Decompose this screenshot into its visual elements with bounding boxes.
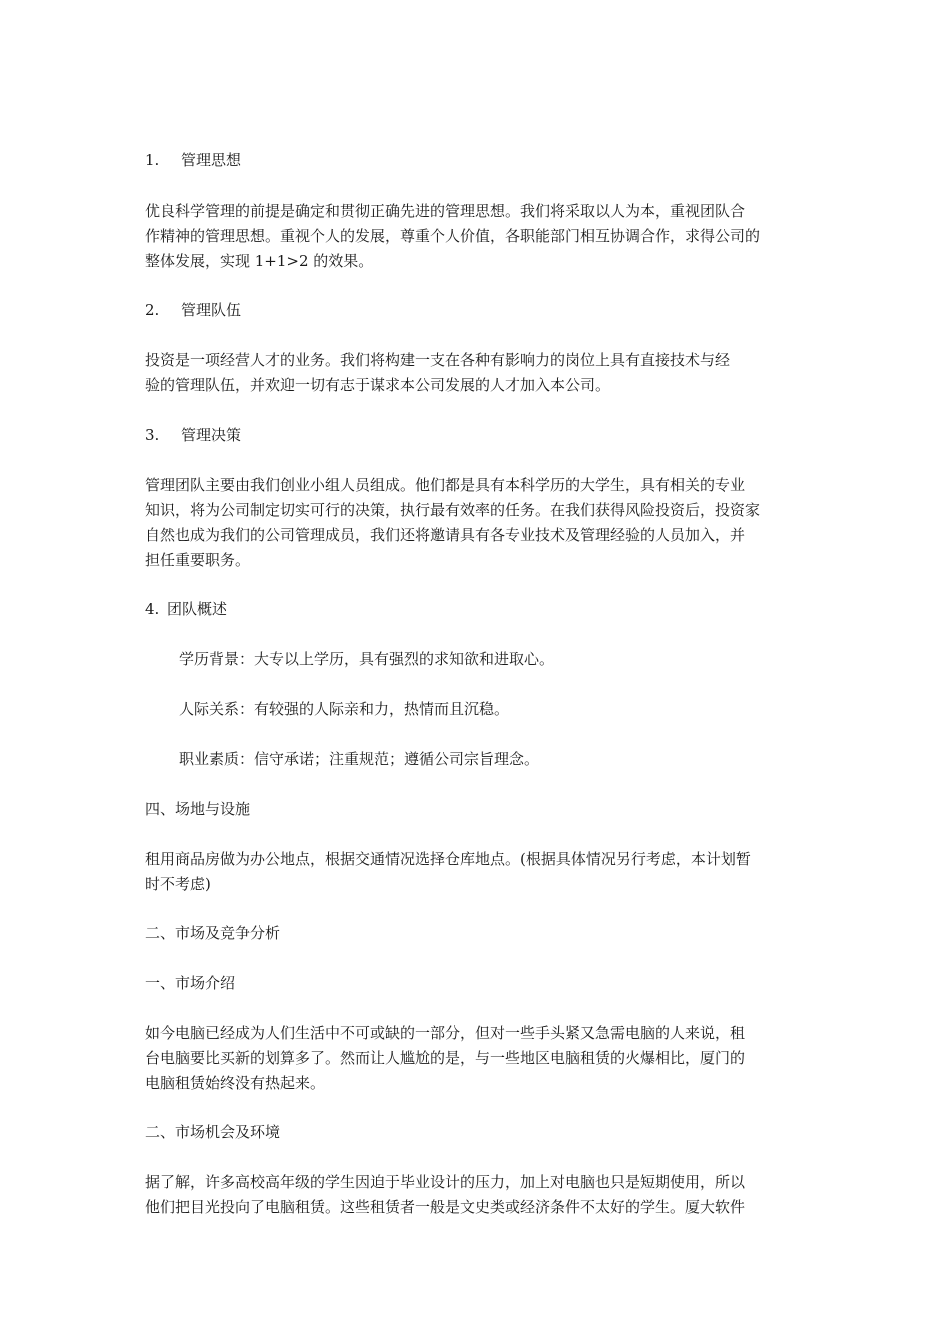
section-title: 管理思想 xyxy=(181,151,242,169)
paragraph-line: 时不考虑) xyxy=(145,875,211,893)
section-heading-3 xyxy=(145,423,810,448)
team-item-professional: 职业素质：信守承诺；注重规范；遵循公司宗旨理念。 xyxy=(179,750,540,768)
facilities-paragraph xyxy=(145,847,810,897)
section-paragraph-2 xyxy=(145,348,810,398)
facilities-heading: 四、场地与设施 xyxy=(145,800,251,818)
section-heading-2 xyxy=(145,298,810,323)
paragraph-line: 担任重要职务。 xyxy=(145,551,251,569)
team-item-education: 学历背景：大专以上学历，具有强烈的求知欲和进取心。 xyxy=(179,650,555,668)
section-title: 管理队伍 xyxy=(181,301,242,319)
market-env-heading: 二、市场机会及环境 xyxy=(145,1123,281,1141)
paragraph-line: 据了解，许多高校高年级的学生因迫于毕业设计的压力，加上对电脑也只是短期使用，所以 xyxy=(145,1173,746,1191)
section-heading-1 xyxy=(145,148,810,173)
section-number: 3. xyxy=(145,426,160,444)
paragraph-line: 知识，将为公司制定切实可行的决策，执行最有效率的任务。在我们获得风险投资后，投资家 xyxy=(145,501,761,519)
paragraph-line: 投资是一项经营人才的业务。我们将构建一支在各种有影响力的岗位上具有直接技术与经 xyxy=(145,351,731,369)
section-number: 4. xyxy=(145,600,160,618)
paragraph-line: 他们把目光投向了电脑租赁。这些租赁者一般是文史类或经济条件不太好的学生。厦大软件 xyxy=(145,1198,746,1216)
section-number: 1. xyxy=(145,151,160,169)
section-paragraph-3 xyxy=(145,473,810,573)
paragraph-line: 验的管理队伍，并欢迎一切有志于谋求本公司发展的人才加入本公司。 xyxy=(145,376,611,394)
paragraph-line: 优良科学管理的前提是确定和贯彻正确先进的管理思想。我们将采取以人为本，重视团队合 xyxy=(145,202,746,220)
paragraph-line: 如今电脑已经成为人们生活中不可或缺的一部分，但对一些手头紧又急需电脑的人来说，租 xyxy=(145,1024,746,1042)
market-intro-heading: 一、市场介绍 xyxy=(145,974,236,992)
paragraph-line: 电脑租赁始终没有热起来。 xyxy=(145,1074,326,1092)
paragraph-line: 管理团队主要由我们创业小组人员组成。他们都是具有本科学历的大学生，具有相关的专业 xyxy=(145,476,746,494)
market-intro-paragraph xyxy=(145,1021,810,1096)
team-item-relations: 人际关系：有较强的人际亲和力，热情而且沉稳。 xyxy=(179,700,510,718)
paragraph-line: 自然也成为我们的公司管理成员，我们还将邀请具有各专业技术及管理经验的人员加入，并 xyxy=(145,526,746,544)
paragraph-line: 租用商品房做为办公地点，根据交通情况选择仓库地点。(根据具体情况另行考虑，本计划暂 xyxy=(145,850,751,868)
section-title: 管理决策 xyxy=(181,426,242,444)
paragraph-line: 台电脑要比买新的划算多了。然而让人尴尬的是，与一些地区电脑租赁的火爆相比，厦门的 xyxy=(145,1049,746,1067)
paragraph-line: 整体发展，实现 1+1>2 的效果。 xyxy=(145,252,374,270)
section-paragraph-1 xyxy=(145,199,810,274)
section-title: 团队概述 xyxy=(167,600,228,618)
market-heading: 二、市场及竞争分析 xyxy=(145,924,281,942)
market-env-paragraph xyxy=(145,1170,810,1220)
section-number: 2. xyxy=(145,301,160,319)
paragraph-line: 作精神的管理思想。重视个人的发展，尊重个人价值，各职能部门相互协调合作，求得公司的 xyxy=(145,227,761,245)
section-heading-4 xyxy=(145,597,810,622)
